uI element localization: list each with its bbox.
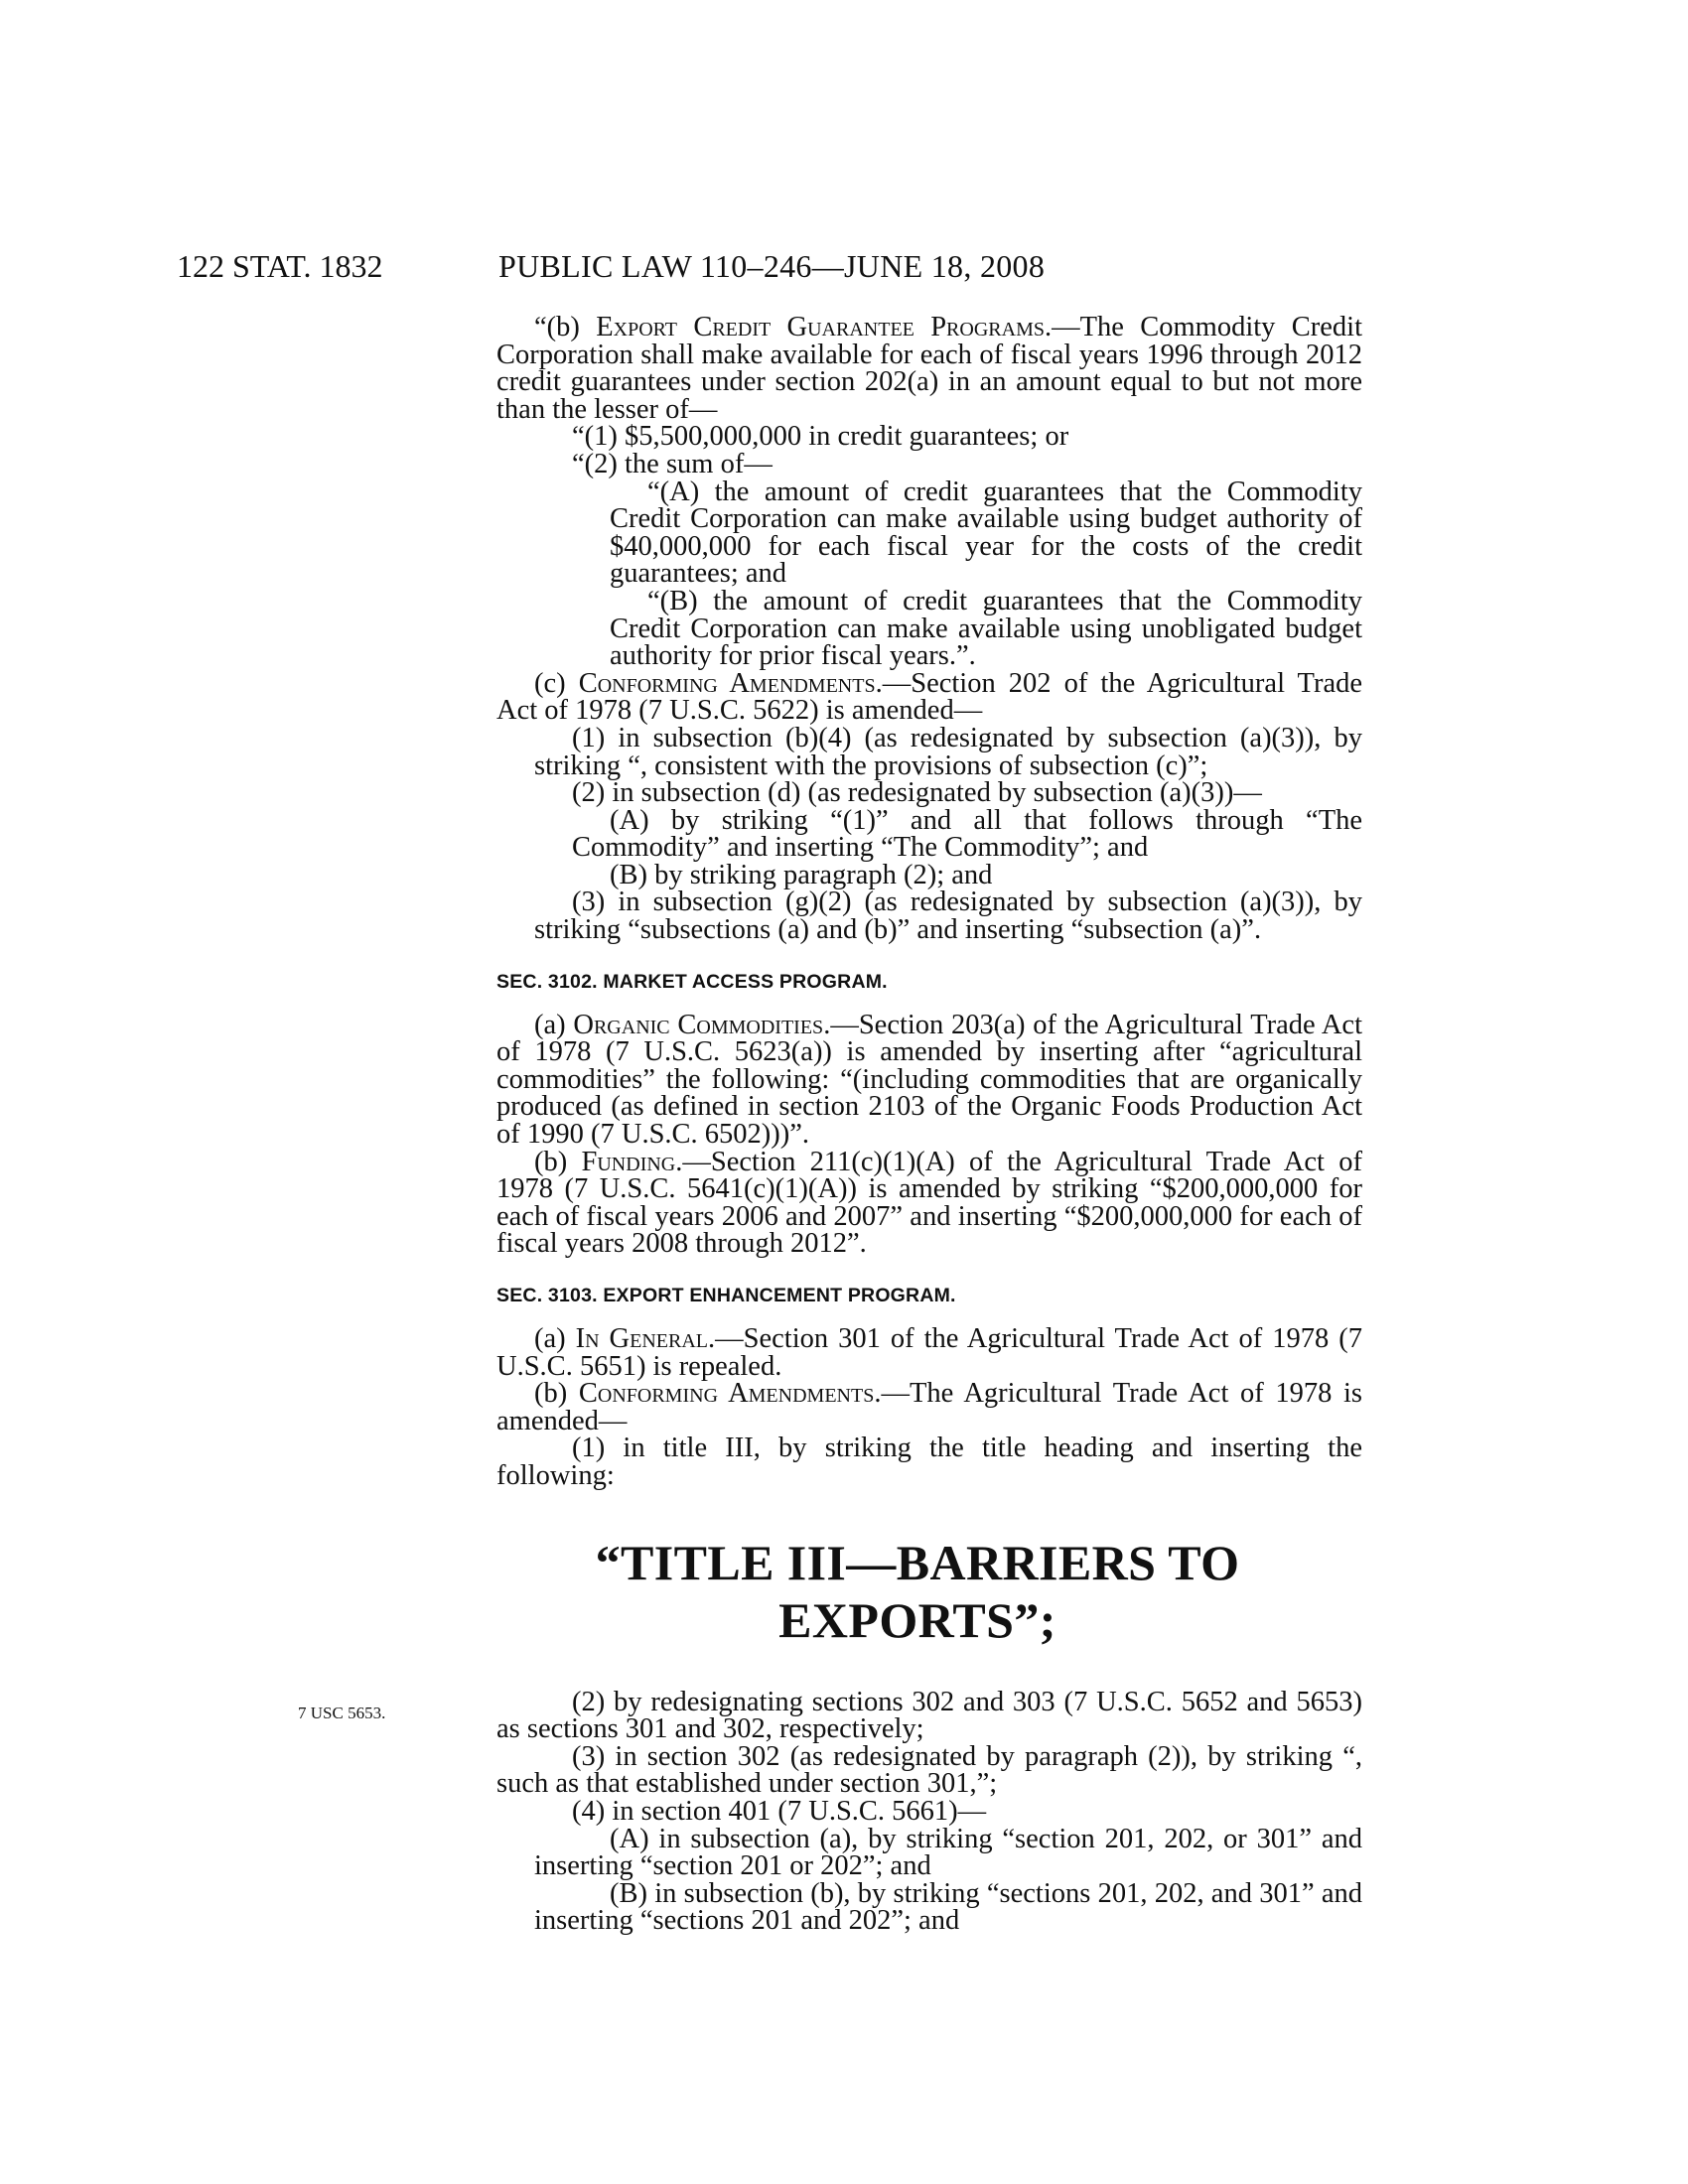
paragraph-export-credit-programs — [496, 314, 1362, 423]
paragraph-lead: (b) — [534, 1378, 579, 1410]
title-iii-heading: “TITLE III—BARRIERS TO EXPORTS”; — [595, 1534, 1240, 1648]
amendment-title-iii-item-4b: (B) in subsection (b), by striking “sections 201, 202, and 301” and inserting “sections 201 and 202”; and — [534, 1877, 1362, 1937]
statute-page-reference: 122 STAT. 1832 — [177, 248, 383, 284]
running-head — [0, 248, 1688, 288]
paragraph-text: .—Section 211(c)(1)(A) of the Agricultural Trade Act of 1978 (7 U.S.C. 5641(c)(1)(A)) is amended by striking “$200,000,000 for each of fiscal years 2006 and 2007” and inserting “$200,000,000 for each of fiscal years 2008 through 2012”. — [496, 1146, 1362, 1260]
subparagraph-b: “(B) the amount of credit guarantees that the Commodity Credit Corporation can make available using unobligated budget authority for prior fiscal years.”. — [610, 585, 1362, 672]
amendment-item-2b: (B) by striking paragraph (2); and — [610, 859, 993, 890]
public-law-header: PUBLIC LAW 110–246—JUNE 18, 2008 — [498, 248, 1046, 284]
margin-citation-note: 7 USC 5653. — [298, 1704, 386, 1722]
amendment-title-iii-item-3: (3) in section 302 (as redesignated by paragraph (2)), by striking “, such as that established under section 301,”; — [496, 1740, 1362, 1800]
paragraph-lead: “(b) — [534, 312, 597, 342]
amendment-title-iii-item-4: (4) in section 401 (7 U.S.C. 5661)— — [572, 1795, 987, 1827]
paragraph-organic-commodities — [496, 1009, 1362, 1151]
paragraph-lead: (a) — [534, 1009, 574, 1040]
paragraph-lead: (a) — [534, 1323, 576, 1354]
paragraph-conforming-amendments-c — [496, 667, 1362, 727]
paragraph-heading: Funding — [581, 1146, 676, 1177]
law-text-body — [496, 314, 1362, 1935]
amendment-item-2: (2) in subsection (d) (as redesignated by subsection (a)(3))— — [572, 777, 1262, 809]
paragraph-in-general — [496, 1325, 1362, 1380]
paragraph-lead: (c) — [534, 667, 579, 699]
paragraph-conforming-amendments-b — [496, 1380, 1362, 1434]
paragraph-item-1: “(1) $5,500,000,000 in credit guarantees; or — [572, 421, 1069, 453]
subparagraph-a: “(A) the amount of credit guarantees that the Commodity Credit Corporation can make available using budget authority of $40,000,000 for each fiscal year for the costs of the credit guarantees; and — [610, 476, 1362, 590]
paragraph-heading: Conforming Amendments — [578, 1378, 875, 1410]
amendment-item-2a: (A) by striking “(1)” and all that follows through “The Commodity” and inserting “The Commodity”; and — [572, 804, 1362, 864]
amendment-item-1: (1) in subsection (b)(4) (as redesignated by subsection (a)(3)), by striking “, consistent with the provisions of subsection (c)”; — [534, 722, 1362, 781]
section-heading-3102: SEC. 3102. MARKET ACCESS PROGRAM. — [496, 970, 888, 993]
paragraph-text: .—Section 301 of the Agricultural Trade Act of 1978 (7 U.S.C. 5651) is repealed. — [496, 1323, 1362, 1382]
amendment-title-iii-item-2: (2) by redesignating sections 302 and 303 (7 U.S.C. 5652 and 5653) as sections 301 and 302, respectively; — [496, 1686, 1362, 1745]
section-heading-3103: SEC. 3103. EXPORT ENHANCEMENT PROGRAM. — [496, 1285, 956, 1306]
amendment-title-iii-item-4a: (A) in subsection (a), by striking “section 201, 202, or 301” and inserting “section 201 or 202”; and — [534, 1823, 1362, 1882]
paragraph-text: .—The Agricultural Trade Act of 1978 is amended— — [496, 1378, 1363, 1436]
paragraph-text: .—The Commodity Credit Corporation shall make available for each of fiscal years 1996 through 2012 credit guarantees under section 202(a) in an amount equal to but not more than the lesser of— — [496, 312, 1362, 425]
paragraph-funding — [496, 1146, 1362, 1260]
paragraph-text: .—Section 203(a) of the Agricultural Trade Act of 1978 (7 U.S.C. 5623(a)) is amended by inserting after “agricultural commodities” the following: “(including commodities that are organically produced (as defined in section 2103 of the Organic Foods Production Act of 1990 (7 U.S.C. 6502)))”. — [496, 1009, 1362, 1151]
paragraph-item-2: “(2) the sum of— — [572, 448, 773, 479]
amendment-item-3: (3) in subsection (g)(2) (as redesignated by subsection (a)(3)), by striking “subsections (a) and (b)” and inserting “subsection (a)”. — [534, 887, 1362, 946]
paragraph-heading: Conforming Amendments — [578, 667, 876, 699]
paragraph-heading: In General — [575, 1323, 709, 1354]
amendment-title-iii-item-1: (1) in title III, by striking the title heading and inserting the following: — [496, 1433, 1362, 1491]
paragraph-heading: Export Credit Guarantee Programs — [596, 312, 1045, 342]
paragraph-lead: (b) — [534, 1146, 582, 1177]
paragraph-heading: Organic Commodities — [573, 1009, 824, 1040]
paragraph-text: .—Section 202 of the Agricultural Trade Act of 1978 (7 U.S.C. 5622) is amended— — [496, 667, 1362, 727]
